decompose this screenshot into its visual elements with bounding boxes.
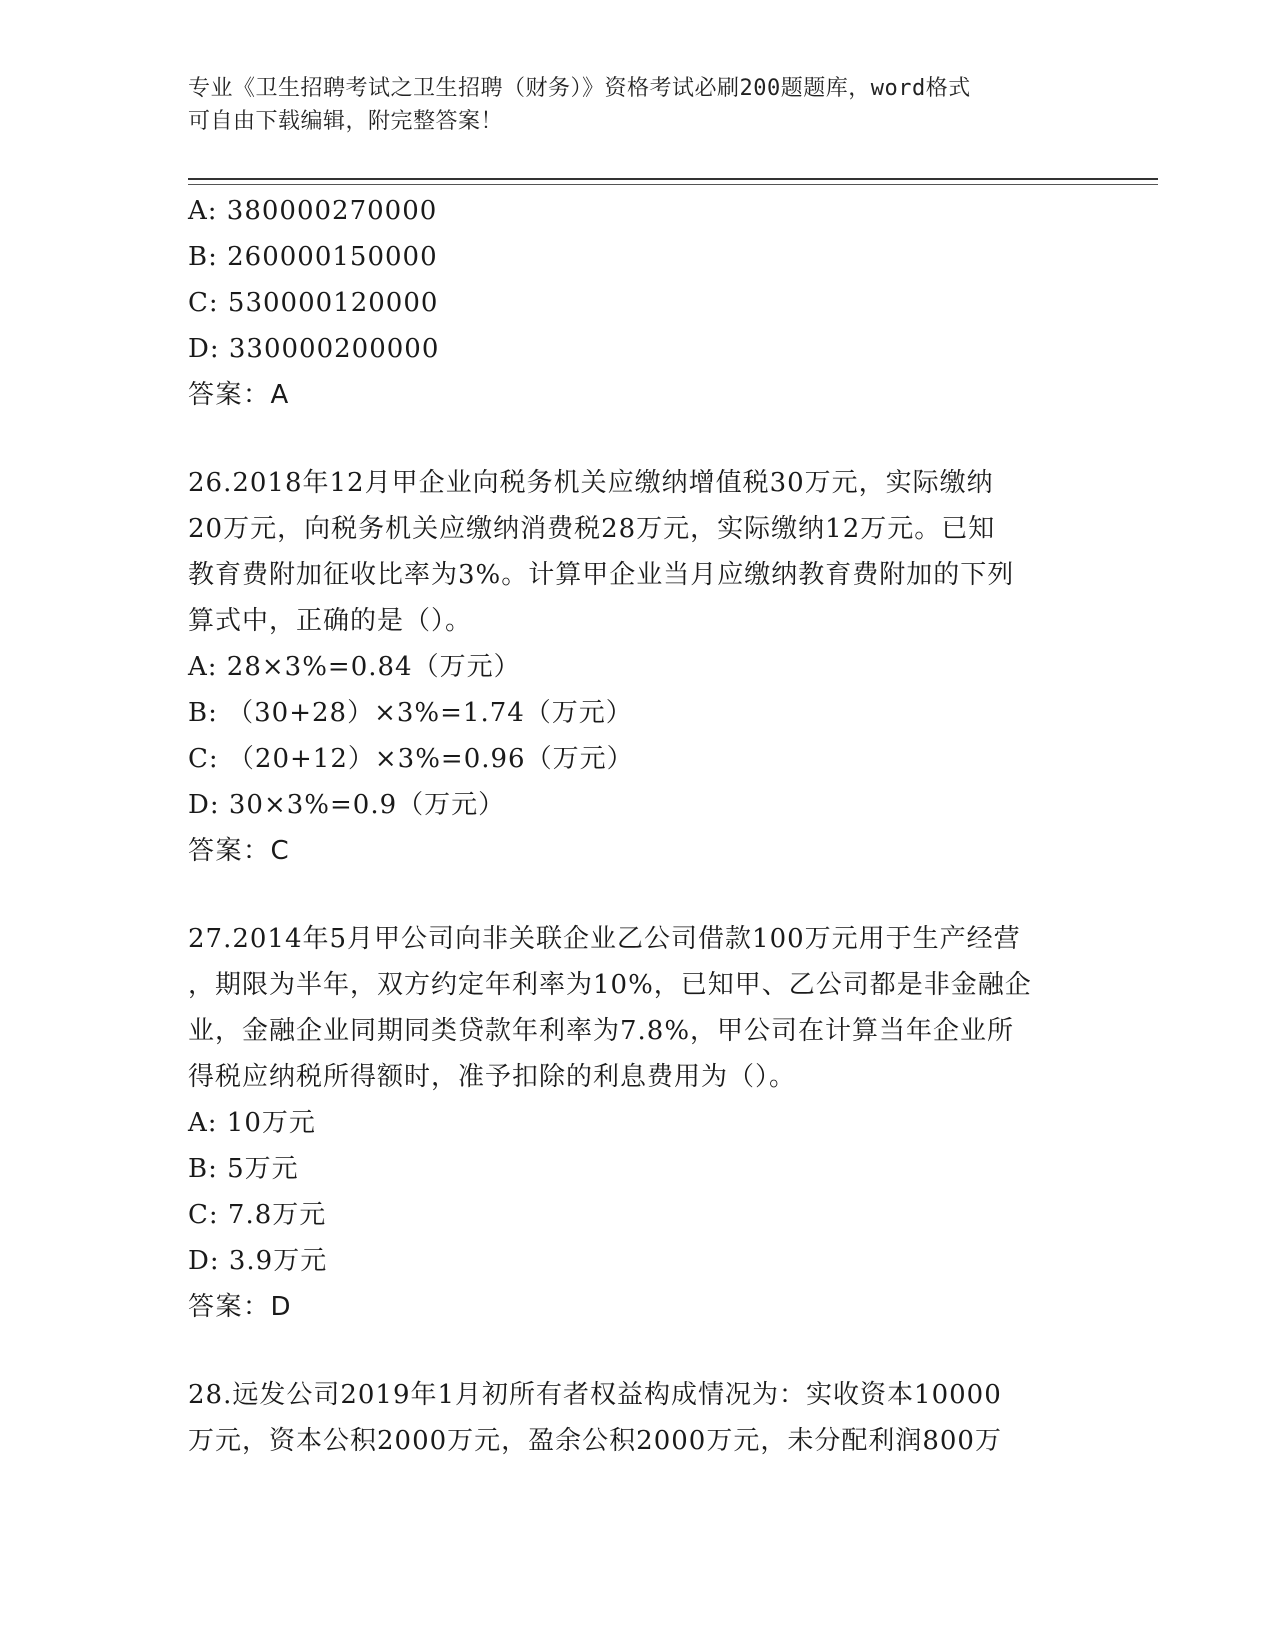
option-b: B: 260000150000: [188, 242, 438, 272]
question-25: [188, 188, 1088, 418]
option-c: C: 530000120000: [188, 288, 439, 318]
document-header: [188, 72, 1068, 138]
answer-line: 答案：D: [188, 1292, 293, 1322]
question-27: [188, 916, 1088, 1330]
question-stem-line: 业，金融企业同期同类贷款年利率为7.8%，甲公司在计算当年企业所: [188, 1016, 1015, 1046]
question-stem-line: 算式中，正确的是（）。: [188, 606, 473, 636]
question-28: [188, 1372, 1088, 1464]
header-rule-thin: [188, 184, 1158, 185]
question-stem-line: 得税应纳税所得额时，准予扣除的利息费用为（）。: [188, 1062, 797, 1092]
option-a: A: 380000270000: [188, 196, 438, 226]
option-a: A: 10万元: [188, 1108, 316, 1138]
option-b: B: 5万元: [188, 1154, 299, 1184]
option-b: B: （30+28）×3%=1.74（万元）: [188, 698, 633, 728]
question-stem-line: 28.远发公司2019年1月初所有者权益构成情况为：实收资本10000: [188, 1380, 1002, 1410]
question-stem-line: 27.2014年5月甲公司向非关联企业乙公司借款100万元用于生产经营: [188, 924, 1021, 954]
answer-line: 答案：C: [188, 836, 291, 866]
question-26: [188, 460, 1088, 874]
question-content: [188, 188, 1088, 1464]
option-c: C: 7.8万元: [188, 1200, 327, 1230]
option-c: C: （20+12）×3%=0.96（万元）: [188, 744, 634, 774]
option-d: D: 330000200000: [188, 334, 440, 364]
answer-line: 答案：A: [188, 380, 290, 410]
header-rule-thick: [188, 178, 1158, 180]
question-stem-line: 教育费附加征收比率为3%。计算甲企业当月应缴纳教育费附加的下列: [188, 560, 1015, 590]
option-a: A: 28×3%=0.84（万元）: [188, 652, 521, 682]
question-stem-line: 万元，资本公积2000万元，盈余公积2000万元，未分配利润800万: [188, 1426, 1002, 1456]
question-stem-line: 20万元，向税务机关应缴纳消费税28万元，实际缴纳12万元。已知: [188, 514, 996, 544]
question-stem-line: 26.2018年12月甲企业向税务机关应缴纳增值税30万元，实际缴纳: [188, 468, 994, 498]
question-stem-line: ，期限为半年，双方约定年利率为10%，已知甲、乙公司都是非金融企: [188, 970, 1032, 1000]
option-d: D: 3.9万元: [188, 1246, 328, 1276]
header-line-1: 专业《卫生招聘考试之卫生招聘（财务）》资格考试必刷200题题库，word格式: [188, 76, 971, 101]
option-d: D: 30×3%=0.9（万元）: [188, 790, 506, 820]
header-line-2: 可自由下载编辑，附完整答案！: [188, 109, 504, 134]
